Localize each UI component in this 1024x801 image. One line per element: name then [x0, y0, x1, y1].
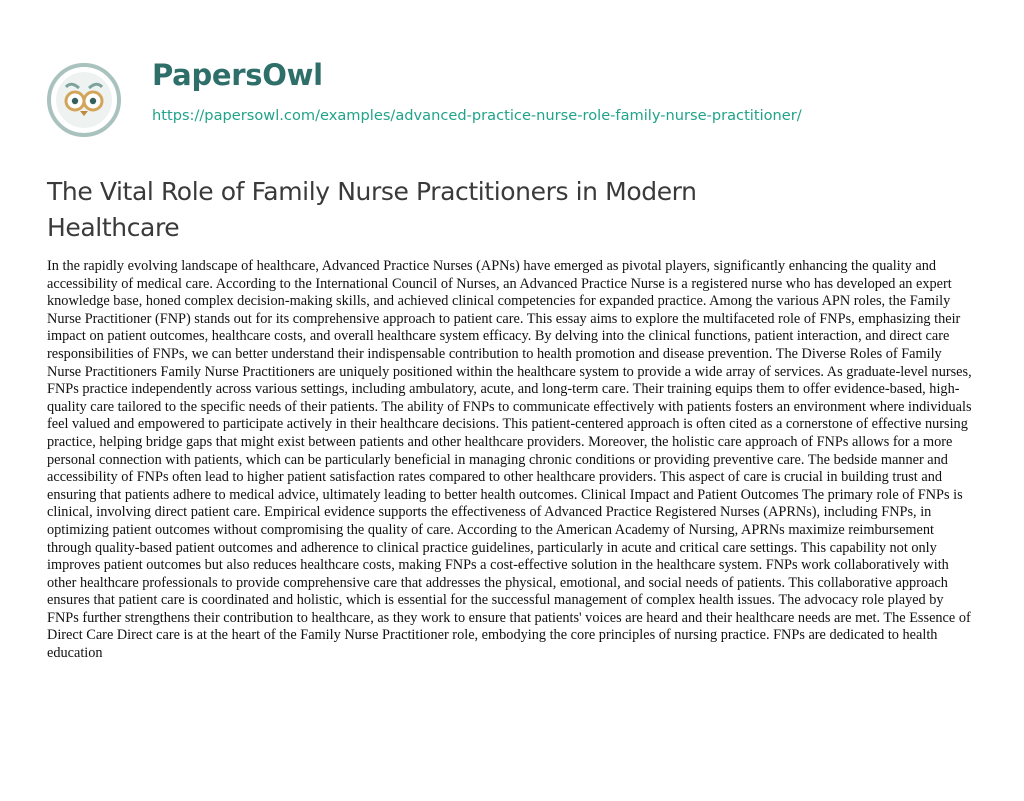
document-title: The Vital Role of Family Nurse Practitioners in Modern Healthcare — [47, 177, 697, 242]
owl-logo-graphic — [46, 50, 146, 150]
source-url-link[interactable]: https://papersowl.com/examples/advanced-practice-nurse-role-family-nurse-practitioner/ — [152, 107, 802, 124]
owl-logo-icon[interactable] — [46, 50, 146, 150]
brand-name[interactable]: PapersOwl — [152, 58, 323, 92]
header — [0, 0, 1024, 160]
document-body: In the rapidly evolving landscape of healthcare, Advanced Practice Nurses (APNs) have emerged as pivotal players, significantly enhancing the quality and accessibility of medical care. According to the International Council of Nurses, an Advanced Practice Nurse is a registered nurse who has developed an expert knowledge base, honed complex decision-making skills, and achieved clinical competencies for expanded practice. Among the various APN roles, the Family Nurse Practitioner (FNP) stands out for its comprehensive approach to patient care. This essay aims to explore the multifaceted role of FNPs, emphasizing their impact on patient outcomes, healthcare costs, and overall healthcare system efficacy. By delving into the clinical functions, patient interaction, and direct care responsibilities of FNPs, we can better understand their indispensable contribution to health promotion and disease prevention. The Diverse Roles of Family Nurse Practitioners Family Nurse Practitioners are uniquely positioned within the healthcare system to provide a wide array of services. As graduate-level nurses, FNPs practice independently across various settings, including ambulatory, acute, and long-term care. Their training equips them to offer evidence-based, high-quality care tailored to the specific needs of their patients. The ability of FNPs to communicate effectively with patients fosters an environment where individuals feel valued and empowered to participate actively in their healthcare decisions. This patient-centered approach is often cited as a cornerstone of effective nursing practice, helping bridge gaps that might exist between patients and other healthcare providers. Moreover, the holistic care approach of FNPs allows for a more personal connection with patients, which can be particularly beneficial in managing chronic conditions or providing preventive care. The bedside manner and accessibility of FNPs often lead to higher patient satisfaction rates compared to other healthcare providers. This aspect of care is crucial in building trust and ensuring that patients adhere to medical advice, ultimately leading to better health outcomes. Clinical Impact and Patient Outcomes The primary role of FNPs is clinical, involving direct patient care. Empirical evidence supports the effectiveness of Advanced Practice Registered Nurses (APRNs), including FNPs, in optimizing patient outcomes without compromising the quality of care. According to the American Academy of Nursing, APRNs maximize reimbursement through quality-based patient outcomes and adherence to clinical practice guidelines, particularly in acute and critical care settings. This capability not only improves patient outcomes but also reduces healthcare costs, making FNPs a cost-effective solution in the healthcare system. FNPs work collaboratively with other healthcare professionals to provide comprehensive care that addresses the physical, emotional, and social needs of patients. This collaborative approach ensures that patient care is coordinated and holistic, which is essential for the successful management of complex health issues. The advocacy role played by FNPs further strengthens their contribution to healthcare, as they work to ensure that patients' voices are heard and their healthcare needs are met. The Essence of Direct Care Direct care is at the heart of the Family Nurse Practitioner role, embodying the core principles of nursing practice. FNPs are dedicated to health education — [47, 258, 972, 662]
